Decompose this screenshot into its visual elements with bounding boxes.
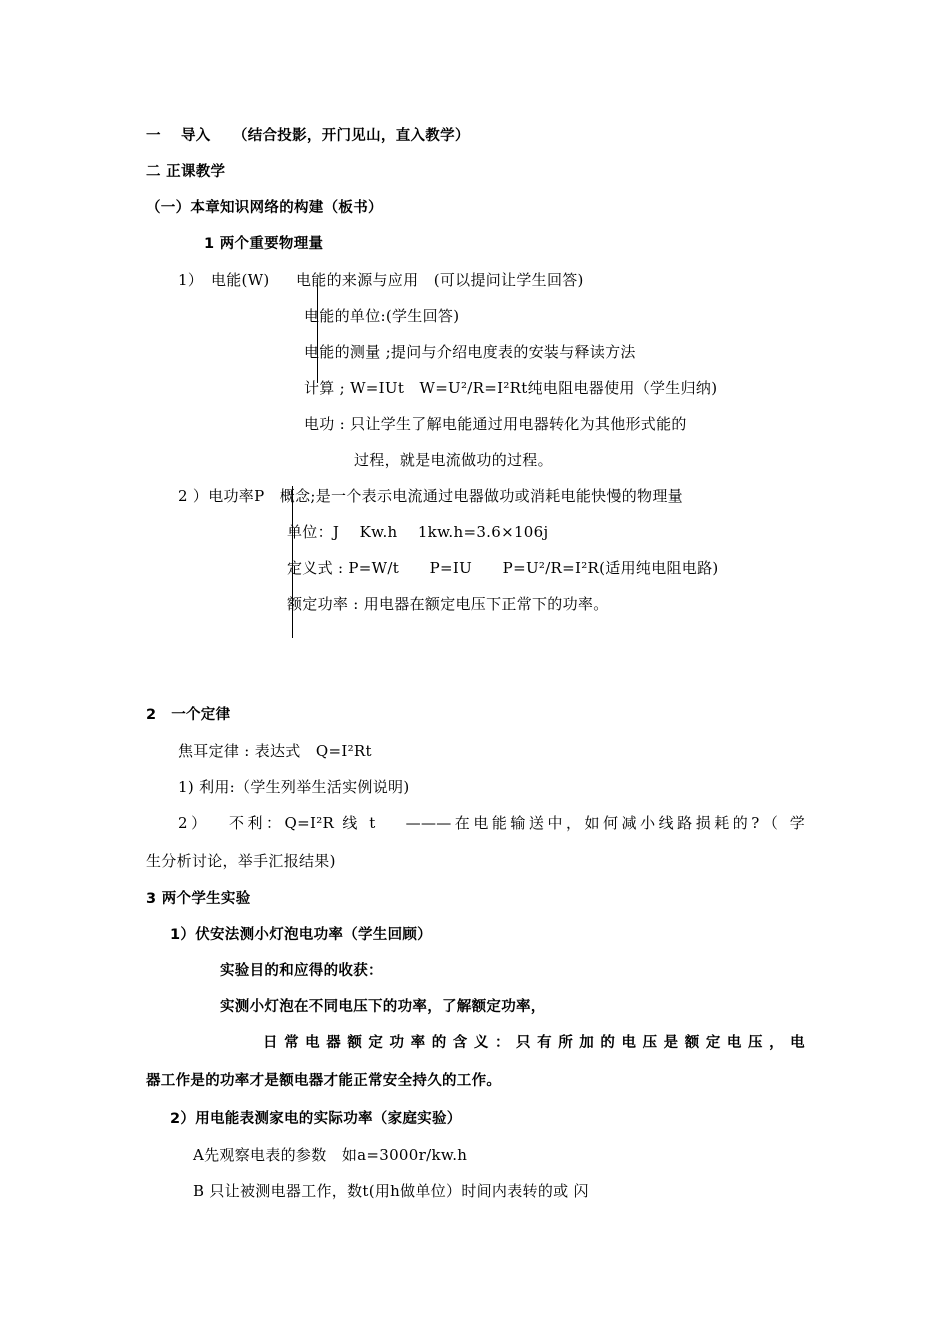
power-concept: 2 ）电功率P 概念;是一个表示电流通过电器做功或消耗电能快慢的物理量: [178, 487, 683, 505]
experiment-2-step-b: B 只让被测电器工作，数t(用h做单位）时间内表转的或 闪: [193, 1182, 589, 1200]
power-rated: 额定功率 : 用电器在额定电压下正常下的功率。: [287, 595, 609, 613]
experiment-1-goal: 实验目的和应得的收获：: [220, 963, 383, 979]
experiment-2-step-a: A先观察电表的参数 如a=3000r/kw.h: [193, 1146, 468, 1164]
experiments-title: 3 两个学生实验: [146, 891, 251, 907]
energy-bracket-line: [317, 283, 318, 383]
section-1-intro: 一 导入 （结合投影，开门见山，直入教学）: [146, 128, 470, 144]
power-definition: 定义式 : P=W/t P=IU P=U²/R=I²R(适用纯电阻电路): [287, 559, 719, 577]
experiment-1-desc: 实测小灯泡在不同电压下的功率，了解额定功率，: [220, 999, 546, 1015]
experiment-1-meaning-cont: 器工作是的功率才是额电器才能正常安全持久的工作。: [146, 1073, 502, 1089]
law-harm-cont: 生分析讨论，举手汇报结果): [146, 852, 336, 870]
experiment-2-title: 2）用电能表测家电的实际功率（家庭实验）: [170, 1111, 462, 1127]
energy-source: 电能的来源与应用 (可以提问让学生回答): [296, 271, 584, 289]
energy-work-cont: 过程，就是电流做功的过程。: [354, 451, 553, 469]
power-unit: 单位：J Kw.h 1kw.h=3.6×106j: [287, 523, 549, 541]
subsection-knowledge-network: （一）本章知识网络的构建（板书）: [146, 200, 383, 216]
law-use: 1) 利用:（学生列举生活实例说明): [178, 778, 410, 796]
energy-measure: 电能的测量 ;提问与介绍电度表的安装与释读方法: [304, 343, 636, 361]
section-2-lesson: 二 正课教学: [146, 164, 226, 180]
energy-calc: 计算 ; W=IUt W=U²/R=I²Rt纯电阻电器使用（学生归纳): [304, 379, 718, 397]
experiment-1-title: 1）伏安法测小灯泡电功率（学生回顾）: [170, 927, 432, 943]
energy-work: 电功 : 只让学生了解电能通过用电器转化为其他形式能的: [304, 415, 687, 433]
experiment-1-meaning: 日常电器额定功率的含义：只有所加的电压是额定电压，电: [263, 1035, 805, 1051]
joule-law: 焦耳定律 : 表达式 Q=I²Rt: [178, 742, 372, 760]
energy-unit: 电能的单位:(学生回答): [304, 307, 460, 325]
energy-label: 1） 电能(W): [178, 271, 270, 289]
law-harm: 2） 不利：Q=I²R 线 t ———在电能输送中，如何减小线路损耗的?（ 学: [178, 814, 805, 832]
topic-two-quantities: 1 两个重要物理量: [204, 236, 324, 252]
law-title: 2 一个定律: [146, 707, 231, 723]
